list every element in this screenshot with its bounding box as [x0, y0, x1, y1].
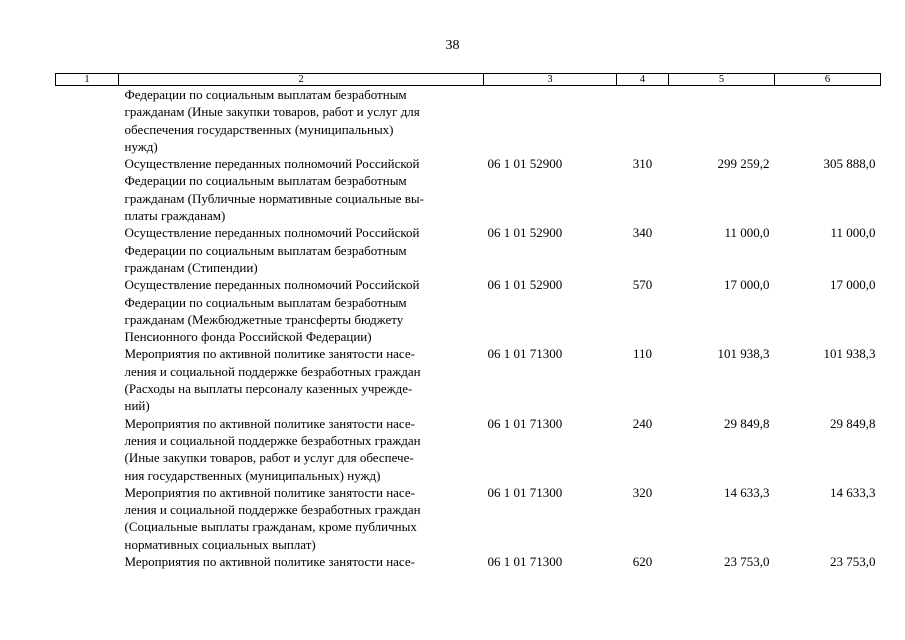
expense-name-line: Осуществление переданных полномочий Российской: [124, 225, 420, 241]
header-col-1: 1: [56, 74, 119, 86]
expense-name-line: Мероприятия по активной политике занятости насе-: [124, 554, 415, 570]
table-row: [56, 345, 881, 414]
cell-expense-name: [119, 484, 484, 553]
cell-expense-name: [119, 86, 484, 156]
expense-name-line: Мероприятия по активной политике занятости насе-: [124, 346, 415, 362]
expense-name-line: гражданам (Публичные нормативные социальные вы-: [124, 190, 424, 206]
cell-target-article: [484, 86, 617, 156]
table-row: [56, 86, 881, 156]
expense-name-line: Мероприятия по активной политике занятости насе-: [124, 484, 415, 500]
table-row: [56, 415, 881, 484]
cell-expense-name: [119, 415, 484, 484]
cell-expense-type: 570: [632, 277, 653, 293]
expense-name-line: ления и социальной поддержке безработных граждан: [124, 502, 421, 518]
cell-amount-year-2: 11 000,0: [830, 225, 876, 241]
expense-name-line: Федерации по социальным выплатам безработным: [124, 242, 407, 258]
cell-amount-year-1: 11 000,0: [724, 225, 770, 241]
expense-name-line: Осуществление переданных полномочий Российской: [124, 156, 420, 172]
header-col-2: 2: [119, 74, 484, 86]
cell-target-article: 06 1 01 52900: [487, 156, 563, 172]
expense-name-line: Федерации по социальным выплатам безработным: [124, 173, 407, 189]
cell-col-1: [56, 415, 119, 484]
expense-name-line: Осуществление переданных полномочий Российской: [124, 277, 420, 293]
expense-name-line: ний): [124, 398, 150, 414]
expense-name-line: Федерации по социальным выплатам безработным: [124, 87, 407, 102]
header-col-5: 5: [669, 74, 775, 86]
cell-amount-year-1: 299 259,2: [717, 156, 770, 172]
cell-col-1: [56, 86, 119, 156]
cell-amount-year-2: 14 633,3: [830, 484, 876, 500]
cell-target-article: 06 1 01 71300: [487, 554, 563, 570]
expense-name-line: (Иные закупки товаров, работ и услуг для обеспече-: [124, 450, 414, 466]
cell-col-1: [56, 345, 119, 414]
expense-name-line: нормативных социальных выплат): [124, 536, 316, 552]
cell-expense-type: [617, 86, 669, 156]
expense-name-line: Федерации по социальным выплатам безработным: [124, 294, 407, 310]
cell-target-article: 06 1 01 71300: [487, 484, 563, 500]
cell-amount-year-2: 305 888,0: [823, 156, 876, 172]
cell-expense-type: 110: [632, 346, 653, 362]
cell-expense-name: [119, 276, 484, 345]
expense-name-line: ления и социальной поддержке безработных граждан: [124, 432, 421, 448]
cell-expense-name: [119, 155, 484, 224]
cell-amount-year-2: [775, 86, 881, 156]
table-body: [56, 86, 881, 571]
page-number: 38: [445, 38, 460, 53]
table-row: [56, 155, 881, 224]
cell-col-1: [56, 553, 119, 570]
expense-name-line: платы гражданам): [124, 208, 226, 224]
cell-amount-year-2: 23 753,0: [830, 554, 876, 570]
cell-target-article: 06 1 01 71300: [487, 415, 563, 431]
header-col-6: 6: [775, 74, 881, 86]
cell-expense-name: [119, 553, 484, 570]
cell-amount-year-1: 101 938,3: [717, 346, 770, 362]
expense-name-line: обеспечения государственных (муниципальных): [124, 121, 394, 137]
expense-name-line: гражданам (Межбюджетные трансферты бюджету: [124, 311, 404, 327]
cell-amount-year-2: 101 938,3: [823, 346, 876, 362]
table-row: [56, 224, 881, 276]
cell-expense-type: 620: [632, 554, 653, 570]
cell-amount-year-1: 14 633,3: [724, 484, 770, 500]
table-row: [56, 276, 881, 345]
cell-col-1: [56, 224, 119, 276]
expense-name-line: Пенсионного фонда Российской Федерации): [124, 329, 372, 345]
cell-amount-year-1: 17 000,0: [724, 277, 770, 293]
cell-col-1: [56, 484, 119, 553]
cell-expense-type: 310: [632, 156, 653, 172]
cell-target-article: 06 1 01 71300: [487, 346, 563, 362]
expense-name-line: (Расходы на выплаты персоналу казенных учрежде-: [124, 381, 413, 397]
cell-col-1: [56, 155, 119, 224]
cell-amount-year-1: [669, 86, 775, 156]
cell-target-article: 06 1 01 52900: [487, 225, 563, 241]
expense-name-line: ления и социальной поддержке безработных граждан: [124, 363, 421, 379]
cell-target-article: 06 1 01 52900: [487, 277, 563, 293]
table-row: [56, 484, 881, 553]
header-col-4: 4: [617, 74, 669, 86]
table-header: [56, 74, 881, 86]
expense-name-line: гражданам (Иные закупки товаров, работ и услуг для: [124, 104, 420, 120]
cell-expense-type: 240: [632, 415, 653, 431]
expense-name-line: Мероприятия по активной политике занятости насе-: [124, 415, 415, 431]
cell-expense-type: 340: [632, 225, 653, 241]
budget-table: [55, 73, 881, 570]
expense-name-line: нужд): [124, 138, 158, 154]
expense-name-line: ния государственных (муниципальных) нужд): [124, 467, 381, 483]
cell-expense-name: [119, 345, 484, 414]
table-row: [56, 553, 881, 570]
cell-expense-type: 320: [632, 484, 653, 500]
cell-amount-year-2: 17 000,0: [830, 277, 876, 293]
header-col-3: 3: [484, 74, 617, 86]
header-row: [56, 74, 881, 86]
cell-amount-year-1: 23 753,0: [724, 554, 770, 570]
cell-amount-year-2: 29 849,8: [830, 415, 876, 431]
cell-col-1: [56, 276, 119, 345]
expense-name-line: (Социальные выплаты гражданам, кроме публичных: [124, 519, 417, 535]
cell-amount-year-1: 29 849,8: [724, 415, 770, 431]
expense-name-line: гражданам (Стипендии): [124, 259, 258, 275]
cell-expense-name: [119, 224, 484, 276]
